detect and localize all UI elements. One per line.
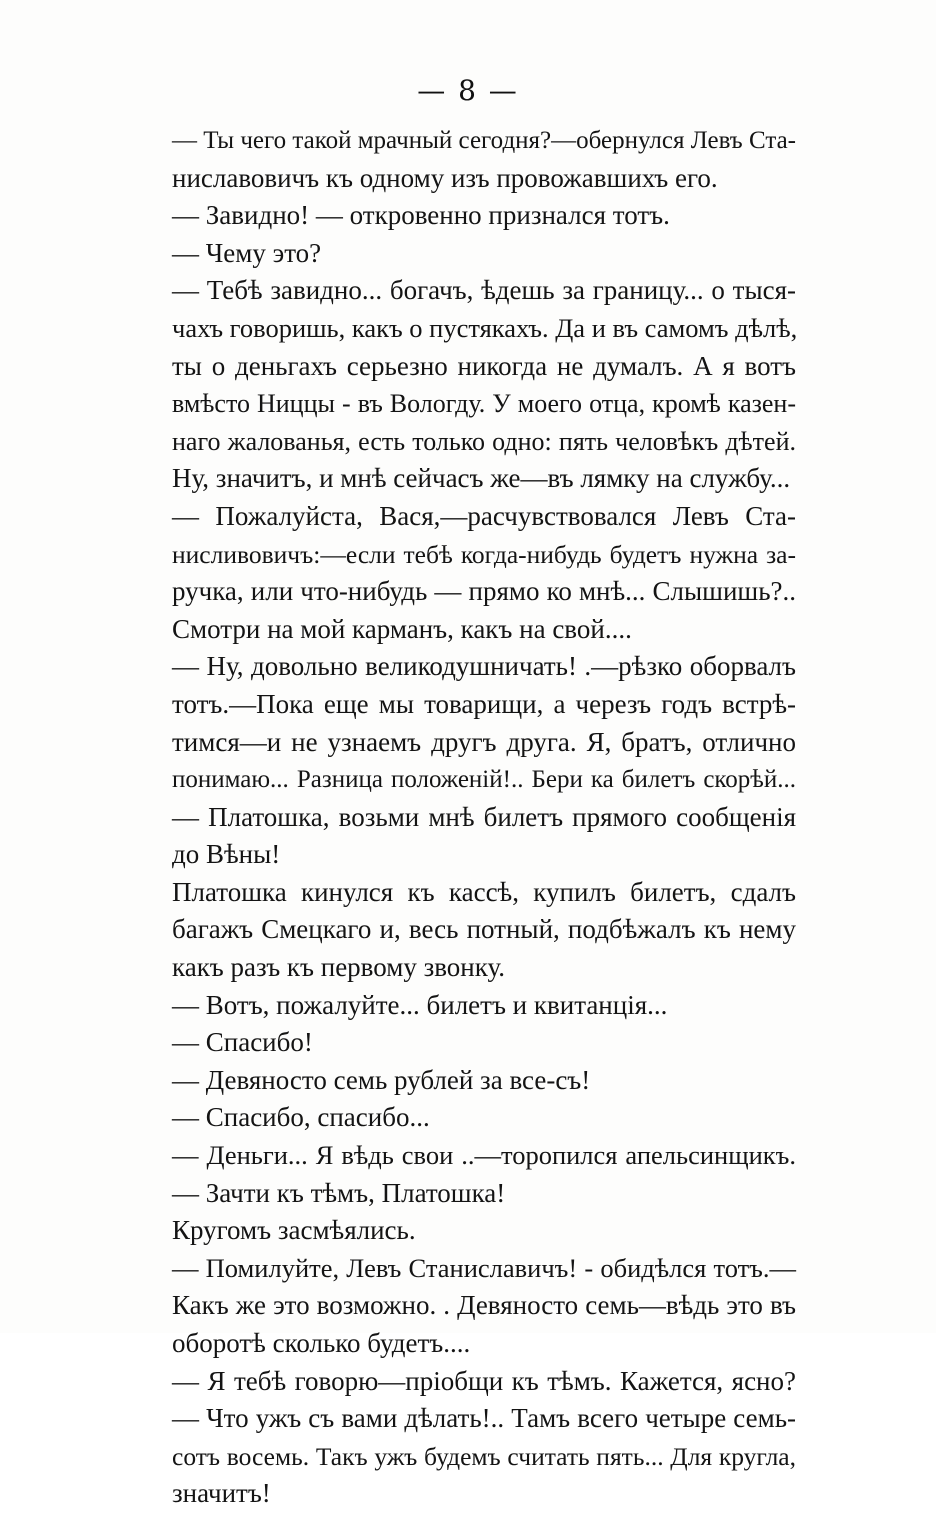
text-line: багажъ Смецкаго и, весь потный, подбѣжалъ къ нему <box>172 914 796 945</box>
text-line: сотъ восемь. Такъ ужъ будемъ считать пять... Для кругла, <box>172 1441 796 1471</box>
text-line: — Спасибо, спасибо... <box>172 1102 430 1133</box>
text-line: значитъ! <box>172 1478 271 1509</box>
text-line: Какъ же это возможно. . Девяносто семь—вѣдь это въ <box>172 1290 796 1321</box>
text-line: ручка, или что-нибудь — прямо ко мнѣ... Слышишь?.. <box>172 576 796 607</box>
text-line: — Ну, довольно великодушничать! .—рѣзко оборвалъ <box>172 651 796 682</box>
text-line: понимаю... Разница положеній!.. Бери ка билетъ скорѣй... <box>172 766 796 794</box>
text-line: какъ разъ къ первому звонку. <box>172 952 506 983</box>
text-line: нисливовичъ:—если тебѣ когда-нибудь будетъ нужна за- <box>172 539 796 569</box>
text-line: — Пожалуйста, Вася,—расчувствовался Левъ Ста- <box>172 500 796 531</box>
text-line: — Я тебѣ говорю—пріобщи къ тѣмъ. Кажется, ясно? <box>172 1365 796 1396</box>
text-line: тимся—и не узнаемъ другъ друга. Я, братъ, отлично <box>172 726 796 757</box>
text-line: чахъ говоришь, какъ о пустякахъ. Да и въ самомъ дѣлѣ, <box>172 312 798 343</box>
text-line: тотъ.—Пока еще мы товарищи, а черезъ годъ встрѣ- <box>172 688 796 719</box>
text-line: — Платошка, возьми мнѣ билетъ прямого сообщенія <box>172 801 796 832</box>
text-line: Платошка кинулся къ кассѣ, купилъ билетъ, сдалъ <box>172 876 796 907</box>
text-line: Кругомъ засмѣялись. <box>172 1215 416 1246</box>
text-line: ты о деньгахъ серьезно никогда не думалъ. А я вотъ <box>172 350 796 381</box>
page-number: — 8 — <box>417 74 519 107</box>
text-line: — Тебѣ завидно... богачъ, ѣдешь за границу... о тыся- <box>172 275 796 306</box>
text-line: — Ты чего такой мрачный сегодня?—обернулся Левъ Ста- <box>172 127 796 154</box>
text-line: — Что ужъ съ вами дѣлать!.. Тамъ всего четыре семь- <box>172 1403 796 1434</box>
text-line: ниславовичъ къ одному изъ провожавшихъ его. <box>172 162 718 193</box>
text-line: — Помилуйте, Левъ Станиславичъ! - обидѣлся тотъ.— <box>172 1252 796 1283</box>
text-line: Смотри на мой карманъ, какъ на свой.... <box>172 613 632 644</box>
text-line: оборотѣ сколько будетъ.... <box>172 1328 471 1358</box>
text-line: до Вѣны! <box>172 839 281 870</box>
text-line: — Спасибо! <box>172 1027 313 1058</box>
text-line: — Чему это? <box>172 237 322 268</box>
text-line: — Деньги... Я вѣдь свои ..—торопился апельсинщикъ. <box>172 1140 796 1171</box>
text-line: — Девяносто семь рублей за все-съ! <box>172 1064 591 1095</box>
text-line: — Вотъ, пожалуйте... билетъ и квитанція... <box>172 989 668 1020</box>
text-line: — Завидно! — откровенно признался тотъ. <box>172 200 670 231</box>
text-line: вмѣсто Ниццы - въ Вологду. У моего отца, кромѣ казен- <box>172 389 796 419</box>
text-line: Ну, значитъ, и мнѣ сейчасъ же—въ лямку на службу... <box>172 463 791 494</box>
text-line: наго жалованья, есть только одно: пять человѣкъ дѣтей. <box>172 426 796 456</box>
text-line: — Зачти къ тѣмъ, Платошка! <box>172 1177 506 1208</box>
page-text <box>172 122 796 1513</box>
